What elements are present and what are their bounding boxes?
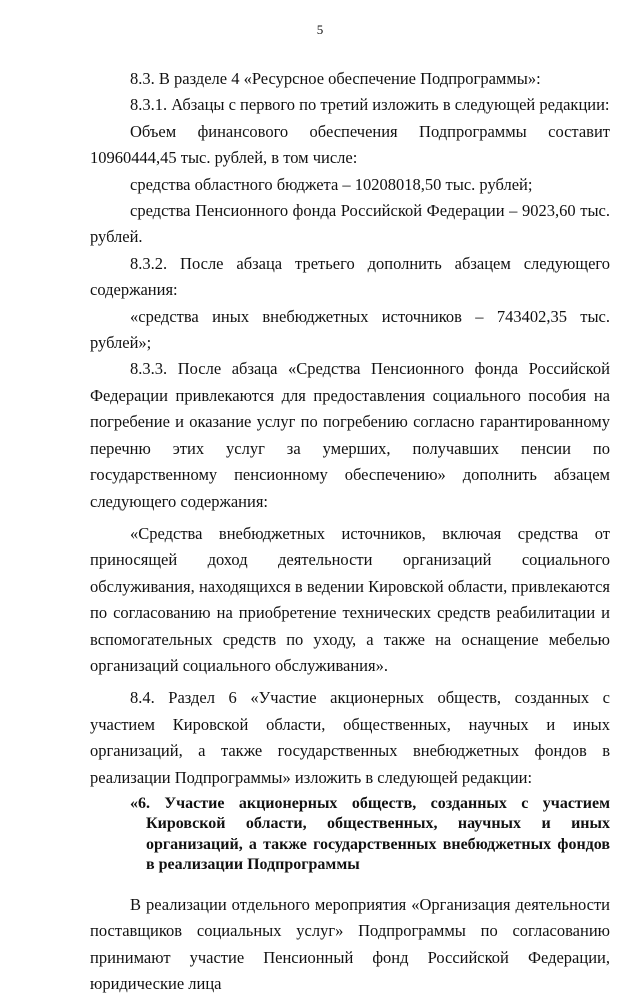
paragraph-pension-fund: средства Пенсионного фонда Российской Федерации – 9023,60 тыс. рублей.	[90, 201, 610, 247]
paragraph-regional-budget: средства областного бюджета – 10208018,50 тыс. рублей;	[130, 174, 533, 194]
section-6-heading: «6. Участие акционерных обществ, созданных с участием Кировской области, общественных, научных и иных организаций, а также государственных внебюджетных фондов в реализации Подпрограммы	[130, 794, 610, 874]
document-body	[90, 66, 610, 998]
paragraph-financing-total: Объем финансового обеспечения Подпрограммы составит 10960444,45 тыс. рублей, в том числе:	[90, 121, 610, 168]
paragraph-8-3-3: 8.3.3. После абзаца «Средства Пенсионного фонда Российской Федерации привлекаются для предоставления социального пособия на погребение и оказание услуг по погребению согласно гарантированному перечню этих услуг за умерших, получавших пенсии по государственному пенсионному обеспечению» дополнить абзацем следующего содержания:	[90, 359, 610, 511]
paragraph-8-3: 8.3. В разделе 4 «Ресурсное обеспечение Подпрограммы»:	[130, 69, 541, 88]
paragraph-extrabudgetary: «средства иных внебюджетных источников – 743402,35 тыс. рублей»;	[90, 306, 610, 353]
paragraph-8-4: 8.4. Раздел 6 «Участие акционерных обществ, созданных с участием Кировской области, общественных, научных и иных организаций, а также государственных внебюджетных фондов в реализации Подпрограммы» изложить в следующей редакции:	[90, 688, 610, 787]
paragraph-8-3-1: 8.3.1. Абзацы с первого по третий изложить в следующей редакции:	[130, 95, 610, 115]
page-number: 5	[316, 22, 324, 37]
paragraph-extrabudgetary-sources: «Средства внебюджетных источников, включая средства от приносящей доход деятельности организаций социального обслуживания, находящихся в ведении Кировской области, привлекаются по согласованию на приобретение технических средств реабилитации и вспомогательных средств по уходу, а также на оснащение мебелью организаций социального обслуживания».	[90, 523, 610, 675]
paragraph-8-3-2: 8.3.2. После абзаца третьего дополнить абзацем следующего содержания:	[90, 253, 610, 300]
paragraph-section-6-body: В реализации отдельного мероприятия «Организация деятельности поставщиков социальных услуг» Подпрограммы по согласованию принимают участие Пенсионный фонд Российской Федерации, юридические лица	[90, 894, 610, 994]
